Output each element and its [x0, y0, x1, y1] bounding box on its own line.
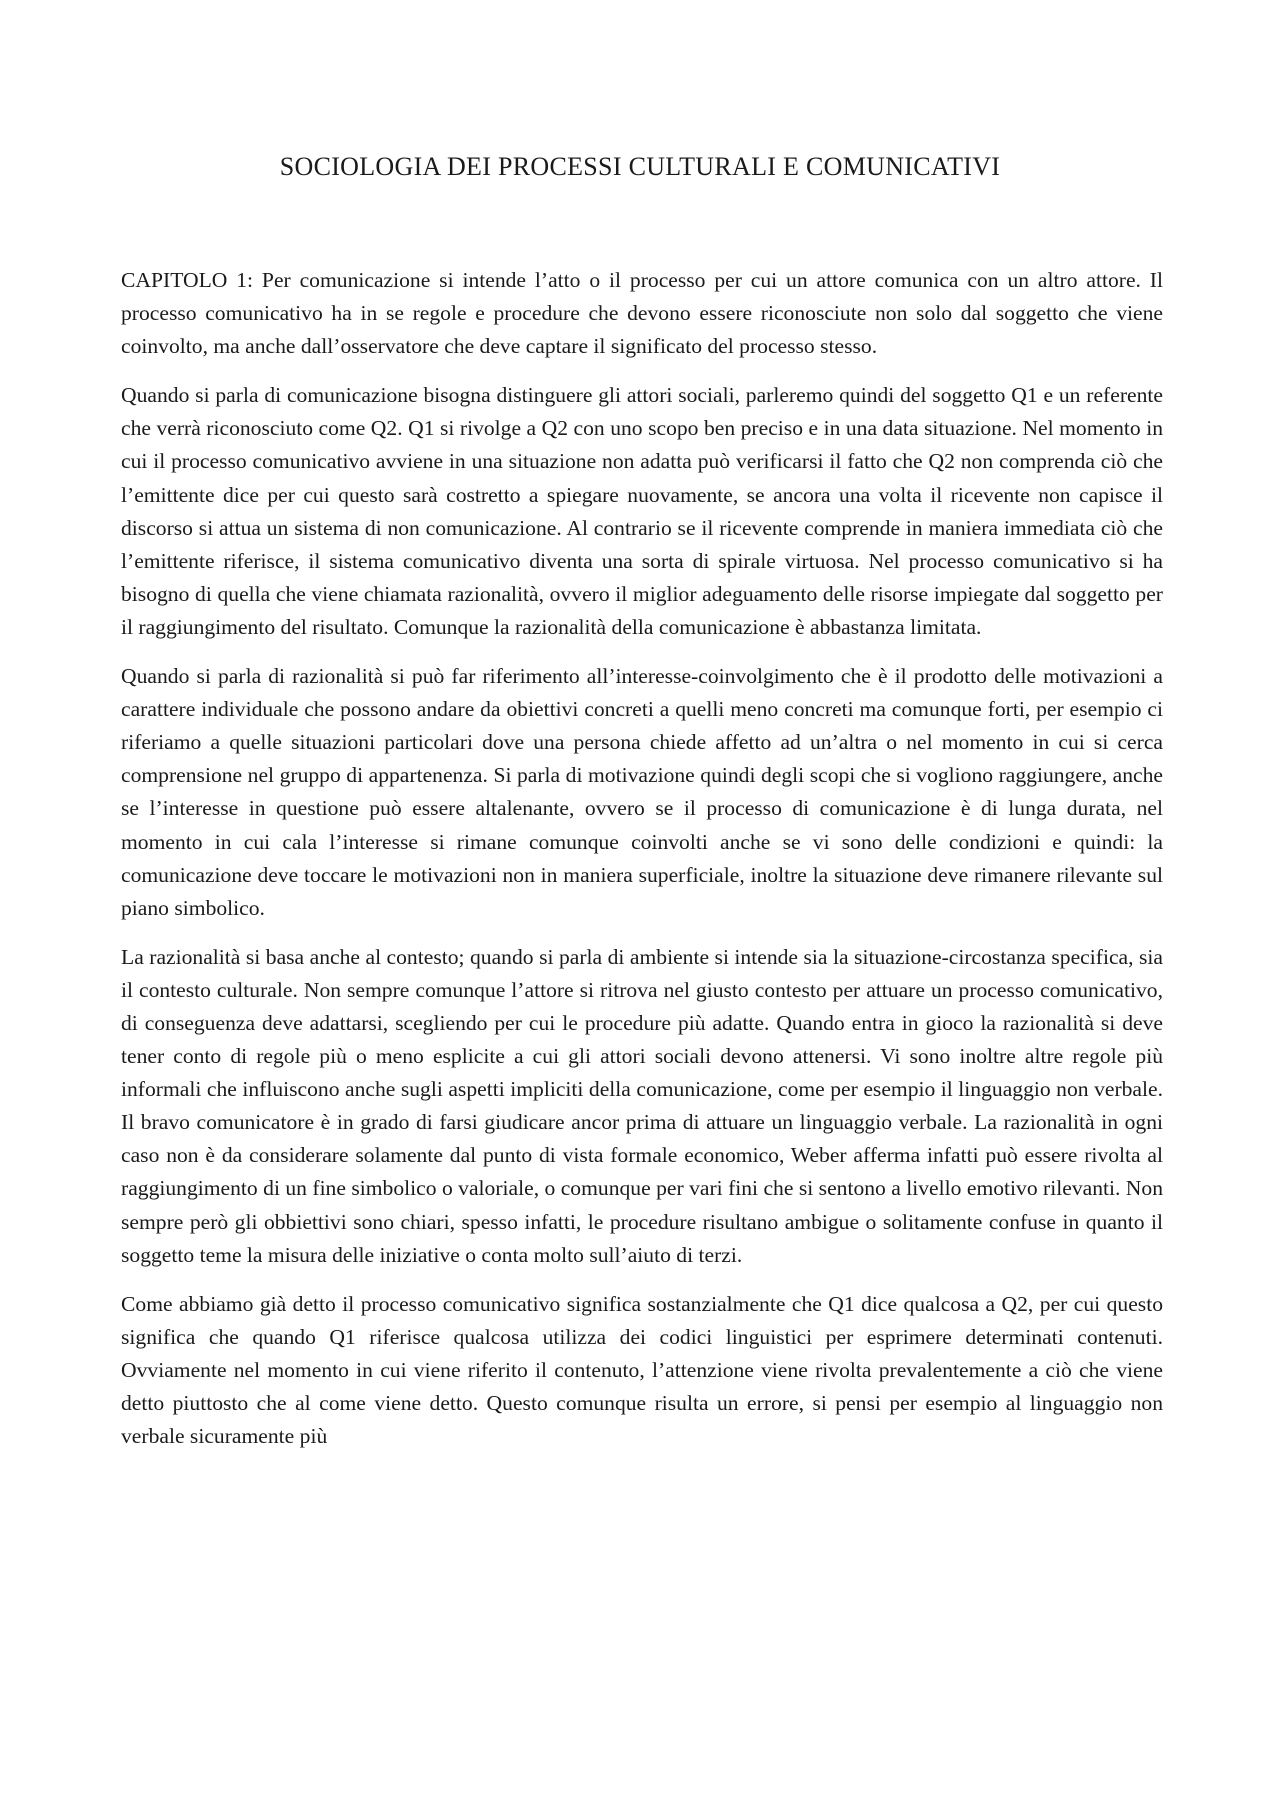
paragraph-2: Quando si parla di comunicazione bisogna distinguere gli attori sociali, parleremo quindi del soggetto Q1 e un referente che verrà riconosciuto come Q2. Q1 si rivolge a Q2 con uno scopo ben preciso e in una data situazione. Nel momento in cui il processo comunicativo avviene in una situazione non adatta può verificarsi il fatto che Q2 non comprenda ciò che l’emittente dice per cui questo sarà costretto a spiegare nuovamente, se ancora una volta il ricevente non capisce il discorso si attua un sistema di non comunicazione. Al contrario se il ricevente comprende in maniera immediata ciò che l’emittente riferisce, il sistema comunicativo diventa una sorta di spirale virtuosa. Nel processo comunicativo si ha bisogno di quella che viene chiamata razionalità, ovvero il miglior adeguamento delle risorse impiegate dal soggetto per il raggiungimento del risultato. Comunque la razionalità della comunicazione è abbastanza limitata.: [121, 383, 1163, 639]
document-body: [121, 264, 1163, 1469]
paragraph-3: Quando si parla di razionalità si può far riferimento all’interesse-coinvolgimento che è il prodotto delle motivazioni a carattere individuale che possono andare da obiettivi concreti a quelli meno concreti ma comunque forti, per esempio ci riferiamo a quelle situazioni particolari dove una persona chiede affetto ad un’altra o nel momento in cui si cerca comprensione nel gruppo di appartenenza. Si parla di motivazione quindi degli scopi che si vogliono raggiungere, anche se l’interesse in questione può essere altalenante, ovvero se il processo di comunicazione è di lunga durata, nel momento in cui cala l’interesse si rimane comunque coinvolti anche se vi sono delle condizioni e quindi: la comunicazione deve toccare le motivazioni non in maniera superficiale, inoltre la situazione deve rimanere rilevante sul piano simbolico.: [121, 664, 1163, 920]
paragraph-1: CAPITOLO 1: Per comunicazione si intende l’atto o il processo per cui un attore comunica con un altro attore. Il processo comunicativo ha in se regole e procedure che devono essere riconosciute non solo dal soggetto che viene coinvolto, ma anche dall’osservatore che deve captare il significato del processo stesso.: [121, 268, 1163, 359]
document-title: SOCIOLOGIA DEI PROCESSI CULTURALI E COMUNICATIVI: [279, 152, 1001, 181]
paragraph-4: La razionalità si basa anche al contesto; quando si parla di ambiente si intende sia la situazione-circostanza specifica, sia il contesto culturale. Non sempre comunque l’attore si ritrova nel giusto contesto per attuare un processo comunicativo, di conseguenza deve adattarsi, scegliendo per cui le procedure più adatte. Quando entra in gioco la razionalità si deve tener conto di regole più o meno esplicite a cui gli attori sociali devono attenersi. Vi sono inoltre altre regole più informali che influiscono anche sugli aspetti impliciti della comunicazione, come per esempio il linguaggio non verbale. Il bravo comunicatore è in grado di farsi giudicare ancor prima di attuare un linguaggio verbale. La razionalità in ogni caso non è da considerare solamente dal punto di vista formale economico, Weber afferma infatti può essere rivolta al raggiungimento di un fine simbolico o valoriale, o comunque per vari fini che si sentono a livello emotivo rilevanti. Non sempre però gli obbiettivi sono chiari, spesso infatti, le procedure risultano ambigue o solitamente confuse in quanto il soggetto teme la misura delle iniziative o conta molto sull’aiuto di terzi.: [121, 944, 1163, 1267]
paragraph-5: Come abbiamo già detto il processo comunicativo significa sostanzialmente che Q1 dice qualcosa a Q2, per cui questo significa che quando Q1 riferisce qualcosa utilizza dei codici linguistici per esprimere determinati contenuti. Ovviamente nel momento in cui viene riferito il contenuto, l’attenzione viene rivolta prevalentemente a ciò che viene detto piuttosto che al come viene detto. Questo comunque risulta un errore, si pensi per esempio al linguaggio non verbale sicuramente più: [121, 1291, 1163, 1449]
